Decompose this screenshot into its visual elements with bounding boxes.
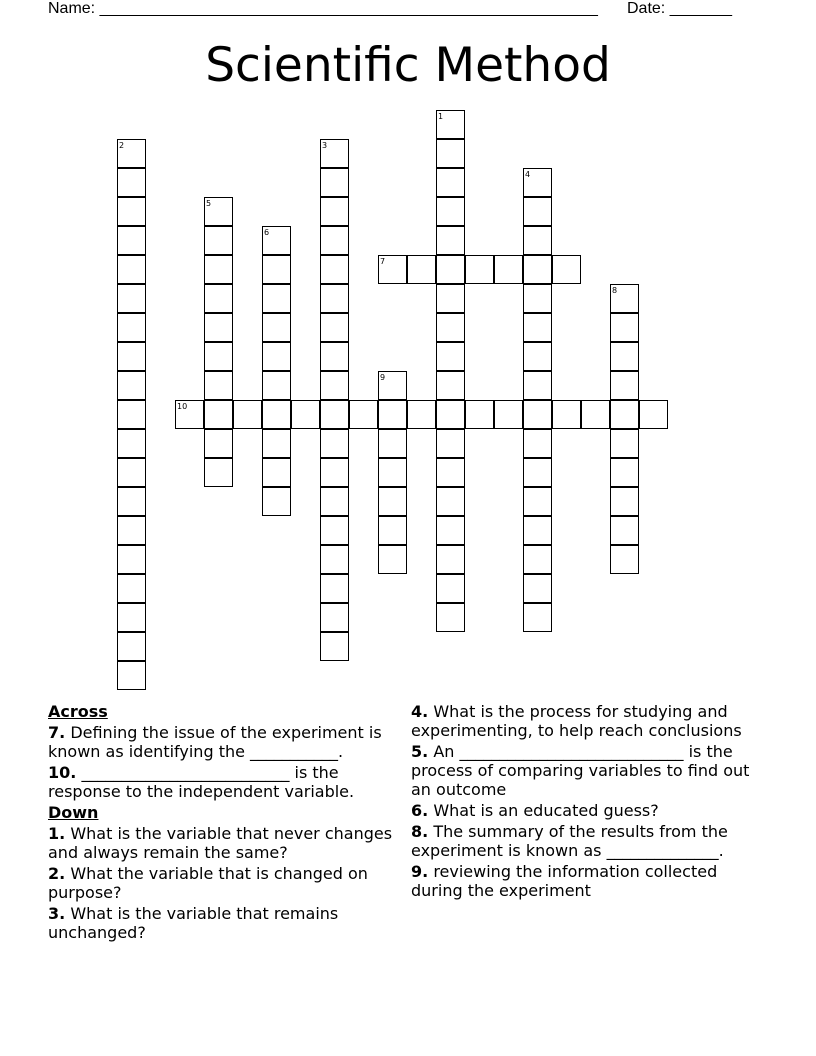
grid-cell[interactable] — [262, 371, 291, 400]
grid-cell[interactable] — [204, 255, 233, 284]
grid-cell[interactable] — [494, 255, 523, 284]
grid-cell[interactable] — [378, 400, 407, 429]
grid-cell[interactable] — [610, 545, 639, 574]
grid-cell[interactable] — [262, 255, 291, 284]
grid-cell[interactable] — [523, 400, 552, 429]
grid-cell[interactable] — [117, 168, 146, 197]
down-clue-6: 6. What is an educated guess? — [411, 801, 659, 820]
grid-cell[interactable] — [117, 458, 146, 487]
grid-cell[interactable] — [610, 487, 639, 516]
clue-number-7: 7 — [380, 257, 386, 266]
grid-cell[interactable] — [117, 400, 146, 429]
grid-cell[interactable] — [320, 342, 349, 371]
grid-cell[interactable] — [552, 255, 581, 284]
grid-cell[interactable] — [436, 284, 465, 313]
grid-cell[interactable] — [320, 458, 349, 487]
grid-cell[interactable] — [523, 255, 552, 284]
grid-cell[interactable] — [117, 487, 146, 516]
grid-cell[interactable] — [523, 487, 552, 516]
down-clue-2: 2. What the variable that is changed on purpose? — [48, 864, 368, 902]
grid-cell[interactable] — [320, 371, 349, 400]
grid-cell[interactable] — [320, 400, 349, 429]
grid-cell[interactable] — [436, 255, 465, 284]
grid-cell[interactable] — [262, 458, 291, 487]
grid-cell[interactable] — [523, 313, 552, 342]
grid-cell[interactable] — [117, 429, 146, 458]
grid-cell[interactable] — [436, 429, 465, 458]
grid-cell[interactable] — [117, 603, 146, 632]
grid-cell[interactable] — [320, 487, 349, 516]
grid-cell[interactable] — [523, 458, 552, 487]
grid-cell[interactable] — [523, 603, 552, 632]
down-heading: Down — [48, 803, 99, 822]
grid-cell[interactable] — [436, 516, 465, 545]
grid-cell[interactable] — [204, 429, 233, 458]
grid-cell[interactable] — [320, 603, 349, 632]
grid-cell[interactable] — [494, 400, 523, 429]
grid-cell[interactable] — [465, 400, 494, 429]
down-clue-4: 4. What is the process for studying and experimenting, to help reach conclusions — [411, 702, 742, 740]
clue-number-10: 10 — [177, 402, 188, 411]
grid-cell[interactable] — [523, 342, 552, 371]
grid-cell[interactable] — [117, 574, 146, 603]
grid-cell[interactable] — [262, 487, 291, 516]
grid-cell[interactable] — [465, 255, 494, 284]
grid-cell[interactable] — [204, 458, 233, 487]
clue-number-3: 3 — [322, 141, 328, 150]
grid-cell[interactable] — [639, 400, 668, 429]
grid-cell[interactable] — [320, 284, 349, 313]
grid-cell[interactable] — [610, 342, 639, 371]
grid-cell[interactable] — [523, 226, 552, 255]
grid-cell[interactable] — [523, 429, 552, 458]
grid-cell[interactable] — [610, 458, 639, 487]
grid-cell[interactable] — [117, 661, 146, 690]
grid-cell[interactable] — [117, 342, 146, 371]
grid-cell[interactable] — [262, 342, 291, 371]
name-field[interactable]: Name: ________________________________________________________ — [48, 0, 598, 17]
grid-cell[interactable] — [117, 371, 146, 400]
grid-cell[interactable] — [407, 400, 436, 429]
grid-cell[interactable] — [320, 429, 349, 458]
grid-cell[interactable] — [117, 516, 146, 545]
down-clue-8: 8. The summary of the results from the experiment is known as ______________. — [411, 822, 728, 860]
grid-cell[interactable] — [262, 284, 291, 313]
grid-cell[interactable] — [291, 400, 320, 429]
grid-cell[interactable] — [378, 429, 407, 458]
grid-cell[interactable] — [204, 226, 233, 255]
grid-cell[interactable] — [320, 545, 349, 574]
grid-cell[interactable] — [436, 313, 465, 342]
grid-cell[interactable] — [117, 255, 146, 284]
grid-cell[interactable] — [610, 371, 639, 400]
clues-left-column — [48, 702, 393, 942]
grid-cell[interactable] — [581, 400, 610, 429]
across-heading: Across — [48, 702, 108, 721]
grid-cell[interactable] — [204, 313, 233, 342]
grid-cell[interactable] — [610, 313, 639, 342]
grid-cell[interactable] — [378, 487, 407, 516]
grid-cell[interactable] — [523, 516, 552, 545]
grid-cell[interactable] — [117, 197, 146, 226]
grid-cell[interactable] — [204, 371, 233, 400]
grid-cell[interactable] — [436, 226, 465, 255]
grid-cell[interactable] — [320, 197, 349, 226]
down-clue-5: 5. An ____________________________ is the process of comparing variables to find out an outcome — [411, 742, 750, 799]
clue-number-5: 5 — [206, 199, 212, 208]
grid-cell[interactable] — [436, 574, 465, 603]
grid-cell[interactable] — [436, 487, 465, 516]
across-clue-7: 7. Defining the issue of the experiment is known as identifying the ___________. — [48, 723, 382, 761]
grid-cell[interactable] — [610, 400, 639, 429]
grid-cell[interactable] — [407, 255, 436, 284]
grid-cell[interactable] — [320, 168, 349, 197]
clue-number-9: 9 — [380, 373, 386, 382]
grid-cell[interactable] — [320, 574, 349, 603]
grid-cell[interactable] — [436, 197, 465, 226]
grid-cell[interactable] — [320, 516, 349, 545]
grid-cell[interactable] — [262, 429, 291, 458]
grid-cell[interactable] — [436, 139, 465, 168]
grid-cell[interactable] — [262, 313, 291, 342]
grid-cell[interactable] — [378, 458, 407, 487]
grid-cell[interactable] — [436, 371, 465, 400]
grid-cell[interactable] — [523, 545, 552, 574]
grid-cell[interactable] — [349, 400, 378, 429]
grid-cell[interactable] — [320, 632, 349, 661]
grid-cell[interactable] — [204, 284, 233, 313]
grid-cell[interactable] — [320, 255, 349, 284]
down-clue-3: 3. What is the variable that remains unchanged? — [48, 904, 339, 942]
grid-cell[interactable] — [436, 603, 465, 632]
grid-cell[interactable] — [117, 284, 146, 313]
grid-cell[interactable] — [204, 400, 233, 429]
down-clue-1: 1. What is the variable that never changes and always remain the same? — [48, 824, 393, 862]
grid-cell[interactable] — [262, 400, 291, 429]
page-title: Scientific Method — [205, 38, 611, 93]
grid-cell[interactable] — [610, 429, 639, 458]
grid-cell[interactable] — [436, 342, 465, 371]
across-clue-10: 10. __________________________ is the response to the independent variable. — [48, 763, 355, 801]
grid-cell[interactable] — [320, 226, 349, 255]
date-field[interactable]: Date: _______ — [627, 0, 732, 17]
grid-cell[interactable] — [117, 545, 146, 574]
grid-cell[interactable] — [117, 632, 146, 661]
grid-cell[interactable] — [523, 574, 552, 603]
grid-cell[interactable] — [117, 226, 146, 255]
clue-number-8: 8 — [612, 286, 618, 295]
clue-number-1: 1 — [438, 112, 444, 121]
grid-cell[interactable] — [378, 516, 407, 545]
clue-number-4: 4 — [525, 170, 531, 179]
grid-cell[interactable] — [523, 197, 552, 226]
down-clue-9: 9. reviewing the information collected during the experiment — [411, 862, 718, 900]
grid-cell[interactable] — [552, 400, 581, 429]
clues-right-column — [411, 702, 771, 900]
grid-cell[interactable] — [320, 313, 349, 342]
grid-cell[interactable] — [233, 400, 262, 429]
clue-number-6: 6 — [264, 228, 270, 237]
grid-cell[interactable] — [436, 545, 465, 574]
grid-cell[interactable] — [204, 342, 233, 371]
clue-number-2: 2 — [119, 141, 125, 150]
grid-cell[interactable] — [378, 545, 407, 574]
grid-cell[interactable] — [117, 313, 146, 342]
grid-cell[interactable] — [610, 516, 639, 545]
grid-cell[interactable] — [436, 400, 465, 429]
grid-cell[interactable] — [523, 371, 552, 400]
grid-cell[interactable] — [436, 458, 465, 487]
grid-cell[interactable] — [436, 168, 465, 197]
grid-cell[interactable] — [523, 284, 552, 313]
